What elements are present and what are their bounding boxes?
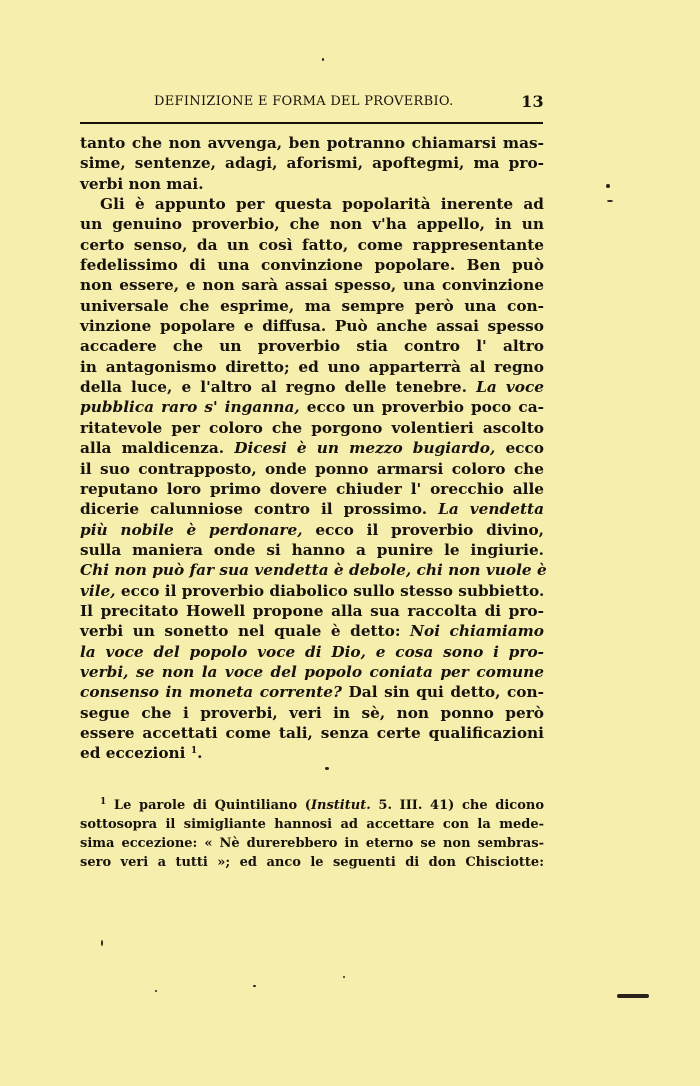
italic-text: la voce del popolo voce di Dio, e cosa sono i pro- <box>80 642 544 661</box>
speck <box>253 985 256 987</box>
italic-text: consenso in moneta corrente? <box>80 683 342 702</box>
text-line <box>80 133 544 153</box>
speck <box>101 940 103 946</box>
footnote-marker: 1 <box>100 797 107 807</box>
text-line <box>80 174 544 194</box>
text-run: . <box>197 744 203 763</box>
text-line <box>80 255 544 275</box>
text-run: non essere, e non sarà assai spesso, una convinzione <box>80 276 544 295</box>
text-line <box>80 520 544 540</box>
text-line <box>80 834 544 853</box>
italic-text: Noi chiamiamo <box>410 622 545 641</box>
text-line <box>80 397 544 417</box>
text-line <box>80 479 544 499</box>
text-line <box>80 796 544 815</box>
text-run: reputano loro primo dovere chiuder l' orecchio alle <box>80 479 544 498</box>
text-line <box>80 682 544 702</box>
text-line <box>80 642 544 662</box>
italic-text: Institut. <box>310 798 371 813</box>
italic-text: La vendetta <box>438 500 544 519</box>
text-run: vinzione popolare e diffusa. Può anche assai spesso <box>80 317 544 336</box>
speck <box>325 767 329 770</box>
text-line <box>80 853 544 872</box>
text-run: certo senso, da un così fatto, come rappresentante <box>80 235 544 254</box>
header-rule <box>80 122 543 124</box>
text-run: alla maldicenza. <box>80 439 235 458</box>
text-run: della luce, e l'altro al regno delle tenebre. <box>80 378 477 397</box>
speck <box>343 976 345 978</box>
text-run: dicerie calunniose contro il prossimo. <box>80 500 439 519</box>
speck <box>607 200 613 202</box>
text-run: sulla maniera onde si hanno a punire le ingiurie. <box>80 540 544 559</box>
text-line <box>80 581 544 601</box>
text-line <box>80 560 547 580</box>
italic-text: Chi non può far sua vendetta è debole, chi non vuole è <box>80 561 547 580</box>
italic-text: vile, <box>80 581 116 600</box>
text-line <box>80 703 544 723</box>
text-run: un genuino proverbio, che non v'ha appello, in un <box>80 215 544 234</box>
text-line <box>80 235 544 255</box>
body-text <box>80 133 547 764</box>
text-run: segue che i proverbi, veri in sè, non ponno però <box>80 703 544 722</box>
italic-text: verbi, se non la voce del popolo coniata per comune <box>80 662 544 681</box>
page-number: 13 <box>521 92 544 111</box>
text-line <box>80 601 544 621</box>
text-run: fedelissimo di una convinzione popolare. Ben può <box>80 256 544 275</box>
speck <box>322 58 324 61</box>
text-run: ecco un proverbio poco ca- <box>299 398 544 417</box>
text-run: in antagonismo diretto; ed uno apparterrà al regno <box>80 357 544 376</box>
text-run: ed eccezioni <box>80 744 191 763</box>
speck <box>617 994 649 998</box>
italic-text: pubblica raro s' inganna, <box>80 398 300 417</box>
text-run: Le parole di Quintiliano ( <box>106 798 311 813</box>
text-line <box>80 621 544 641</box>
italic-text: La voce <box>476 378 544 397</box>
speck <box>155 990 157 992</box>
running-title: DEFINIZIONE E FORMA DEL PROVERBIO. <box>154 94 454 109</box>
text-run: ecco il proverbio diabolico sullo stesso subbietto. <box>115 581 545 600</box>
text-line <box>80 316 544 336</box>
text-line <box>80 540 544 560</box>
text-run: Dal sin qui detto, con- <box>341 683 544 702</box>
footnote-marker: 1 <box>190 746 198 757</box>
text-line <box>80 459 544 479</box>
text-line <box>80 153 544 173</box>
text-run: ecco il proverbio divino, <box>302 520 544 539</box>
text-run: sima eccezione: « Nè durerebbero in eterno se non sembras- <box>80 836 544 851</box>
text-run: sottosopra il simigliante hannosi ad accettare con la mede- <box>80 817 544 832</box>
text-run: sime, sentenze, adagi, aforismi, apoftegmi, ma pro- <box>80 154 544 173</box>
text-line <box>80 815 544 834</box>
text-run: essere accettati come tali, senza certe qualificazioni <box>80 723 544 742</box>
text-run: il suo contrapposto, onde ponno armarsi coloro che <box>80 459 544 478</box>
text-line <box>80 275 544 295</box>
text-run: sero veri a tutti »; ed anco le seguenti di don Chisciotte: <box>80 855 544 870</box>
text-line <box>80 357 544 377</box>
text-run: 5. III. 41) che dicono <box>370 798 544 813</box>
text-line <box>80 377 544 397</box>
text-run: universale che esprime, ma sempre però una con- <box>80 296 544 315</box>
text-run: verbi un sonetto nel quale è detto: <box>80 622 411 641</box>
text-line <box>80 499 544 519</box>
text-line <box>80 438 544 458</box>
text-line <box>80 418 544 438</box>
text-line <box>80 214 544 234</box>
text-line <box>80 662 544 682</box>
text-run: Il precitato Howell propone alla sua raccolta di pro- <box>80 601 544 620</box>
text-run: verbi non mai. <box>80 174 204 193</box>
speck <box>606 184 610 188</box>
text-run: Gli è appunto per questa popolarità inerente ad <box>100 195 544 214</box>
footnote <box>80 796 544 872</box>
text-run: accadere che un proverbio stia contro l' altro <box>80 337 544 356</box>
text-line <box>80 296 544 316</box>
text-line <box>80 723 544 743</box>
text-run: ritatevole per coloro che porgono volentieri ascolto <box>80 418 544 437</box>
italic-text: Dicesi è un mezzo bugiardo, <box>234 439 496 458</box>
text-line <box>80 743 544 763</box>
italic-text: più nobile è perdonare, <box>80 520 303 539</box>
text-line <box>80 336 544 356</box>
text-line <box>80 194 544 214</box>
text-run: ecco <box>495 439 545 458</box>
text-run: tanto che non avvenga, ben potranno chiamarsi mas- <box>80 134 544 152</box>
